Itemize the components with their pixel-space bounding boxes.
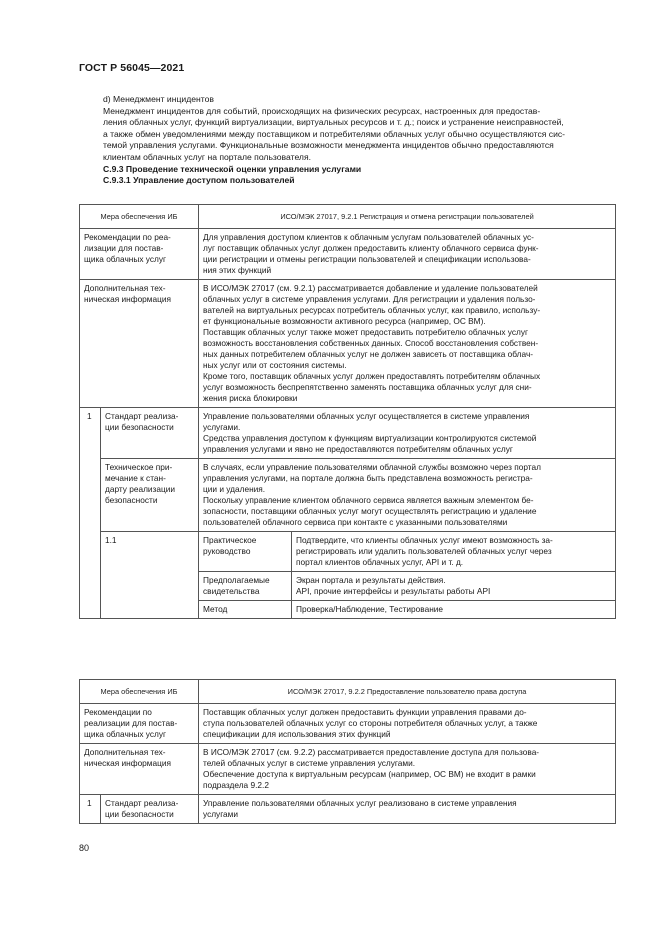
table-header-row (80, 680, 616, 704)
evidence-label: Предполагаемые свидетельства (199, 572, 292, 601)
standard-label: Стандарт реализа- ции безопасности (101, 795, 199, 824)
header-control-label: Мера обеспечения ИБ (80, 680, 199, 704)
method-text: Проверка/Наблюдение, Тестирование (292, 601, 616, 619)
page-header: ГОСТ Р 56045—2021 (79, 62, 185, 74)
standard-label: Стандарт реализа- ции безопасности (101, 408, 199, 459)
list-item-label: d) Менеджмент инцидентов (103, 94, 214, 104)
recommendation-text: Для управления доступом клиентов к облачным услугам пользователей облачных ус- луг поставщик облачных услуг должен предоставить клиенту облачного сервиса функ- ции регистрации и отмены регистрации пользователей и спецификации использова- ния этих функций (199, 229, 616, 280)
row-number: 1 (80, 408, 101, 619)
table-row (80, 795, 616, 824)
additional-info-text: В ИСО/МЭК 27017 (см. 9.2.1) рассматривается добавление и удаление пользователей облачных услуг в системе управления услугами. Для регистрации и удаления пользо- вателей на виртуальных ресурсах потребитель облачных услуг, как правило, использу- ет функциональные возможности активного ресурса (например, ОС ВМ). Поставщик облачных услуг также может предоставить потребителю облачных услуг возможность восстановления собственных данных. Способ восстановления собствен- ных данных потребителем облачных услуг не должен зависеть от поставщика облач- ных услуг или от состояния системы. Кроме того, поставщик облачных услуг должен предоставлять потребителям облачных услуг возможность беспрепятственно заменять поставщика облачных услуг для сни- жения риска блокировки (199, 280, 616, 408)
table-row (80, 408, 616, 459)
technical-note-label: Техническое при- мечание к стан- дарту реализации безопасности (101, 459, 199, 532)
recommendation-label: Рекомендации по реа- лизации для постав- щика облачных услуг (80, 229, 199, 280)
header-control-label: Мера обеспечения ИБ (80, 205, 199, 229)
additional-info-label: Дополнительная тех- ническая информация (80, 744, 199, 795)
table-row (80, 744, 616, 795)
recommendation-label: Рекомендации по реализации для постав- щика облачных услуг (80, 704, 199, 744)
table-row (80, 229, 616, 280)
additional-info-text: В ИСО/МЭК 27017 (см. 9.2.2) рассматривается предоставление доступа для пользова- телей облачных услуг в системе управления услугами. Обеспечение доступа к виртуальным ресурсам (например, ОС ВМ) не входит в рамки подраздела 9.2.2 (199, 744, 616, 795)
sub-item-number: 1.1 (101, 532, 199, 619)
intro-paragraph: Менеджмент инцидентов для событий, происходящих на физических ресурсах, настроенных для предостав- ления облачных услуг, функций виртуализации, виртуальных ресурсов и т. д.; поиск и устранение неисправностей, а также обмен уведомлениями между поставщиком и потребителями облачных услуг обычно осуществляются сис- темой управления услугами. Функциональные возможности менеджмента инцидентов обычно предоставляются клиентам облачных услуг на портале пользователя. (103, 105, 566, 162)
recommendation-text: Поставщик облачных услуг должен предоставить функции управления правами до- ступа пользователей облачных услуг со стороны потребителя облачных услуг, а также спецификации для использования этих функций (199, 704, 616, 744)
table-row (80, 280, 616, 408)
technical-note-text: В случаях, если управление пользователями облачной службы возможно через портал управления услугами, на портале должна быть представлена возможность регистра- ции и удаления. Поскольку управление клиентом облачного сервиса является важным элементом бе- зопасности, поставщики облачных услуг могут осуществлять регистрацию и удаление пользователей облачного сервиса при контакте с указанными пользователями (199, 459, 616, 532)
method-label: Метод (199, 601, 292, 619)
table-row (80, 459, 616, 532)
table-header-row (80, 205, 616, 229)
section-heading-c931: С.9.3.1 Управление доступом пользователей (103, 175, 295, 186)
practical-guide-text: Подтвердите, что клиенты облачных услуг имеют возможность за- регистрировать или удалить пользователей облачных услуг через портал клиентов облачных услуг, API и т. д. (292, 532, 616, 572)
section-heading-c93: С.9.3 Проведение технической оценки управления услугами (103, 163, 362, 174)
assessment-table-9-2-2 (79, 679, 616, 824)
intro-section (79, 94, 615, 187)
assessment-table-9-2-1 (79, 204, 616, 619)
header-control-title: ИСО/МЭК 27017, 9.2.1 Регистрация и отмена регистрации пользователей (199, 205, 616, 229)
header-control-title: ИСО/МЭК 27017, 9.2.2 Предоставление пользователю права доступа (199, 680, 616, 704)
standard-text: Управление пользователями облачных услуг осуществляется в системе управления услугами. Средства управления доступом к функциям виртуализации контролируются системой управления услугами и явно не предоставляются потребителям облачных услуг (199, 408, 616, 459)
evidence-text: Экран портала и результаты действия. API, прочие интерфейсы и результаты работы API (292, 572, 616, 601)
additional-info-label: Дополнительная тех- ническая информация (80, 280, 199, 408)
row-number: 1 (80, 795, 101, 824)
table-row (80, 532, 616, 572)
practical-guide-label: Практическое руководство (199, 532, 292, 572)
page-number: 80 (79, 843, 90, 853)
standard-text: Управление пользователями облачных услуг реализовано в системе управления услугами (199, 795, 616, 824)
table-row (80, 704, 616, 744)
